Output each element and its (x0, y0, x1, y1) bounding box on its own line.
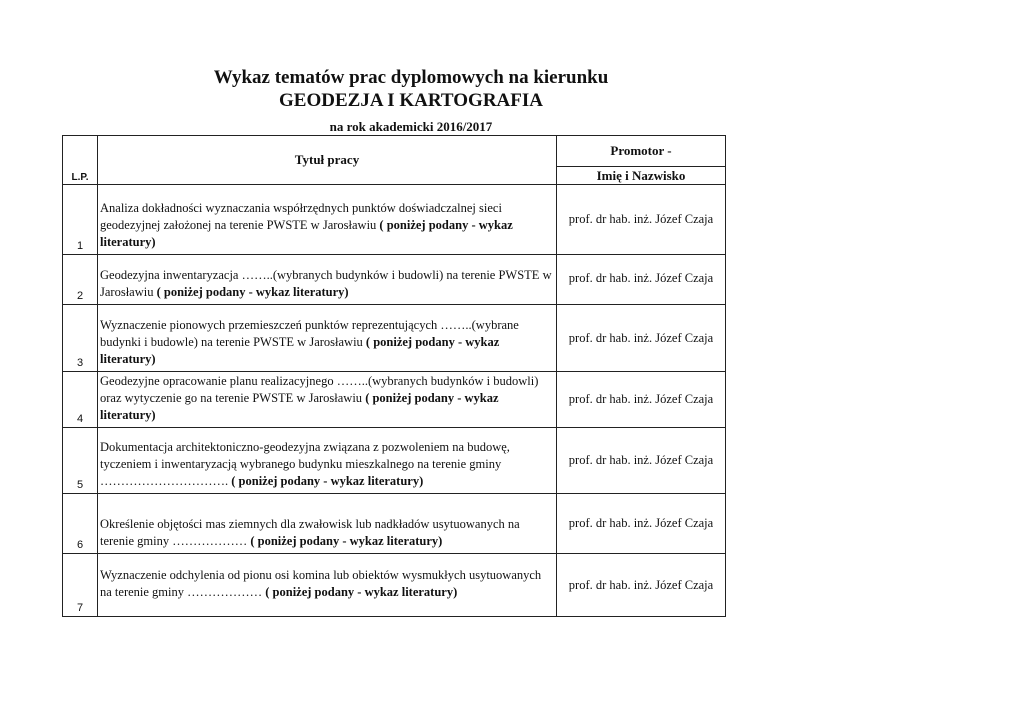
topic-text: Geodezyjne opracowanie planu realizacyjnego ……..(wybranych budynków i budowli) oraz wytyczenie go na terenie PWSTE w Jarosławiu (100, 374, 539, 405)
topics-table (62, 135, 726, 617)
promotor-cell: prof. dr hab. inż. Józef Czaja (557, 554, 726, 617)
row-number: 1 (63, 185, 98, 255)
topic-text: Wyznaczenie pionowych przemieszczeń punktów reprezentujących ……..(wybrane budynki i budowle) na terenie PWSTE w Jarosławiu (100, 318, 519, 349)
literature-note: ( poniżej podany - wykaz literatury) (100, 218, 513, 249)
table-row (63, 372, 726, 428)
row-number: 7 (63, 554, 98, 617)
row-number: 4 (63, 372, 98, 428)
promotor-cell: prof. dr hab. inż. Józef Czaja (557, 305, 726, 372)
lp-header: L.P. (63, 136, 98, 185)
literature-note: ( poniżej podany - wykaz literatury) (250, 534, 443, 548)
title-header: Tytuł pracy (98, 136, 557, 185)
promotor-cell: prof. dr hab. inż. Józef Czaja (557, 255, 726, 305)
literature-note: ( poniżej podany - wykaz literatury) (100, 335, 500, 366)
topic-text: Wyznaczenie odchylenia od pionu osi komina lub obiektów wysmukłych usytuowanych na terenie gminy ……………… (100, 567, 542, 599)
topic-cell (98, 554, 557, 617)
promotor-name-header: Imię i Nazwisko (557, 167, 726, 185)
row-number: 6 (63, 494, 98, 554)
promotor-header: Promotor - (557, 136, 726, 167)
promotor-cell: prof. dr hab. inż. Józef Czaja (557, 372, 726, 428)
topic-cell (98, 255, 557, 305)
table-row (63, 494, 726, 554)
table-row (63, 185, 726, 255)
row-number: 5 (63, 428, 98, 494)
table-row (63, 428, 726, 494)
literature-note: ( poniżej podany - wykaz literatury) (156, 285, 349, 299)
literature-note: ( poniżej podany - wykaz literatury) (231, 474, 424, 488)
topic-cell (98, 428, 557, 494)
row-number: 3 (63, 305, 98, 372)
topic-text: Analiza dokładności wyznaczania współrzędnych punktów doświadczalnej sieci geodezyjnej założonej na terenie PWSTE w Jarosławiu (100, 201, 502, 232)
table-row (63, 255, 726, 305)
topic-text: Geodezyjna inwentaryzacja ……..(wybranych budynków i budowli) na terenie PWSTE w Jarosławiu (100, 268, 552, 299)
promotor-cell: prof. dr hab. inż. Józef Czaja (557, 428, 726, 494)
row-number: 2 (63, 255, 98, 305)
topic-cell (98, 372, 557, 428)
topic-cell (98, 185, 557, 255)
literature-note: ( poniżej podany - wykaz literatury) (100, 391, 499, 422)
document-title-field: GEODEZJA I KARTOGRAFIA (279, 90, 543, 111)
academic-year: na rok akademicki 2016/2017 (329, 119, 493, 134)
topic-text: Dokumentacja architektoniczno-geodezyjna związana z pozwoleniem na budowę, tyczeniem i inwentaryzacją wybranego budynku mieszkalnego na terenie gminy …………………………. (100, 440, 510, 488)
topic-cell (98, 494, 557, 554)
topic-cell (98, 305, 557, 372)
table-row (63, 554, 726, 617)
literature-note: ( poniżej podany - wykaz literatury) (265, 584, 458, 599)
table-row (63, 305, 726, 372)
document-title: Wykaz tematów prac dyplomowych na kierunku (213, 67, 609, 88)
promotor-cell: prof. dr hab. inż. Józef Czaja (557, 494, 726, 554)
promotor-cell: prof. dr hab. inż. Józef Czaja (557, 185, 726, 255)
topic-text: Określenie objętości mas ziemnych dla zwałowisk lub nadkładów usytuowanych na terenie gminy ……………… (100, 517, 520, 548)
